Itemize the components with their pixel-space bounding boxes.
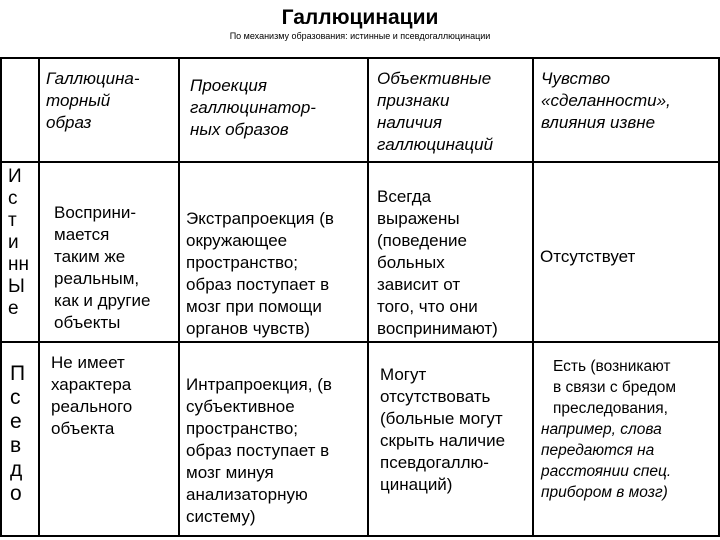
table-border-left bbox=[0, 57, 2, 537]
true-projection-cell: Экстрапроекция (в окружающее пространство; образ поступает в мозг при помощи органов чувств) bbox=[186, 209, 334, 338]
pseudo-feeling-cell: Есть (возникают в связи с бредом преследования, bbox=[553, 358, 676, 417]
true-feeling-cell: Отсутствует bbox=[540, 247, 636, 266]
row-label-pseudo: П с е в д о bbox=[10, 362, 26, 505]
page-subtitle: По механизму образования: истинные и псевдогаллюцинации bbox=[229, 31, 491, 41]
table-border-bottom bbox=[0, 535, 720, 537]
true-objective-signs-cell: Всегда выражены (поведение больных зависит от того, что они воспринимают) bbox=[377, 187, 498, 338]
header-projection: Проекция галлюцинатор- ных образов bbox=[190, 76, 316, 139]
pseudo-image-cell: Не имеет характера реального объекта bbox=[51, 353, 133, 438]
table-row-divider-1 bbox=[0, 161, 720, 163]
table-col-divider-4 bbox=[532, 57, 534, 537]
row-label-true: И с т и нн Ы е bbox=[8, 166, 29, 319]
header-feeling-of-madeness: Чувство «сделанности», влияния извне bbox=[541, 69, 671, 132]
pseudo-projection-cell: Интрапроекция, (в субъективное пространство; образ поступает в мозг минуя анализаторную систему) bbox=[186, 375, 332, 526]
table-col-divider-1 bbox=[38, 57, 40, 537]
page-title: Галлюцинации bbox=[281, 6, 439, 29]
pseudo-objective-signs-cell: Могут отсутствовать (больные могут скрыть наличие псевдогаллю- цинаций) bbox=[380, 365, 506, 494]
table-col-divider-2 bbox=[178, 57, 180, 537]
table-row-divider-2 bbox=[0, 341, 720, 343]
header-hallucinatory-image: Галлюцина- торный образ bbox=[46, 69, 140, 132]
pseudo-feeling-example: например, слова передаются на расстоянии спец. прибором в мозг) bbox=[541, 421, 672, 501]
table-border-top bbox=[0, 57, 720, 59]
table-col-divider-3 bbox=[367, 57, 369, 537]
header-objective-signs: Объективные признаки наличия галлюцинаций bbox=[377, 69, 494, 154]
true-image-cell: Восприни- мается таким же реальным, как и другие объекты bbox=[54, 203, 151, 332]
